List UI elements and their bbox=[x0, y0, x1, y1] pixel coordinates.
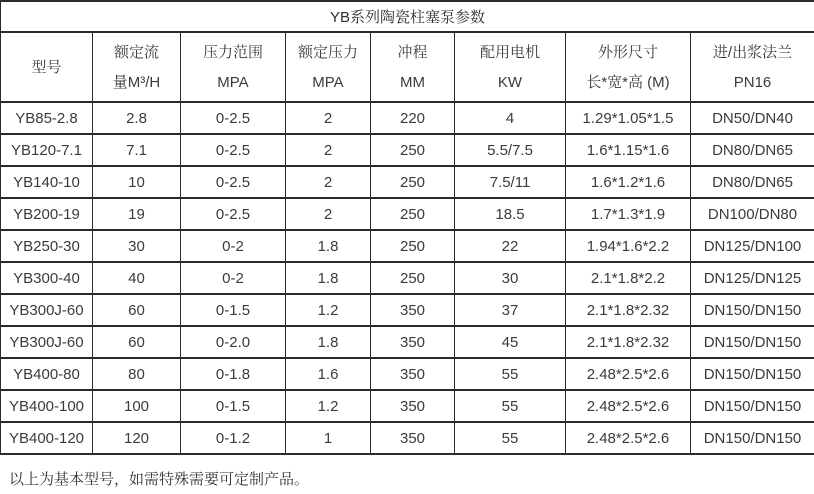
spec-cell: DN100/DN80 bbox=[691, 198, 814, 230]
spec-cell: 1.6 bbox=[286, 358, 371, 390]
spec-cell: 1.2 bbox=[286, 294, 371, 326]
model-cell: YB85-2.8 bbox=[1, 102, 93, 134]
column-header-line1: 额定压力 bbox=[297, 44, 358, 61]
model-cell: YB300J-60 bbox=[1, 294, 93, 326]
spec-cell: 55 bbox=[455, 358, 566, 390]
spec-cell: DN150/DN150 bbox=[691, 390, 814, 422]
model-cell: YB400-120 bbox=[1, 422, 93, 454]
model-cell: YB140-10 bbox=[1, 166, 93, 198]
model-cell: YB400-100 bbox=[1, 390, 93, 422]
spec-cell: DN150/DN150 bbox=[691, 422, 814, 454]
footer-note: 以上为基本型号，如需特殊需要可定制产品。 bbox=[9, 471, 310, 488]
column-header-line1: 额定流 bbox=[113, 44, 159, 61]
model-cell: YB400-80 bbox=[1, 358, 93, 390]
spec-cell: 18.5 bbox=[455, 198, 566, 230]
model-cell: YB120-7.1 bbox=[1, 134, 93, 166]
spec-cell: 1.2 bbox=[286, 390, 371, 422]
table-row bbox=[1, 102, 814, 134]
spec-cell: 0-2 bbox=[181, 230, 286, 262]
spec-cell: 1.8 bbox=[286, 230, 371, 262]
table-row bbox=[1, 230, 814, 262]
spec-cell: 7.5/11 bbox=[455, 166, 566, 198]
column-header-line1: 冲程 bbox=[397, 44, 428, 61]
table-row bbox=[1, 390, 814, 422]
spec-cell: 7.1 bbox=[93, 134, 181, 166]
spec-cell: 2.1*1.8*2.32 bbox=[566, 326, 691, 358]
model-cell: YB250-30 bbox=[1, 230, 93, 262]
model-cell: YB200-19 bbox=[1, 198, 93, 230]
column-header bbox=[181, 32, 286, 102]
spec-cell: 120 bbox=[93, 422, 181, 454]
table-row bbox=[1, 326, 814, 358]
spec-cell: 220 bbox=[371, 102, 455, 134]
spec-cell: 37 bbox=[455, 294, 566, 326]
table-row bbox=[1, 198, 814, 230]
spec-cell: 2 bbox=[286, 166, 371, 198]
spec-cell: 0-2.0 bbox=[181, 326, 286, 358]
spec-cell: 250 bbox=[371, 166, 455, 198]
column-header bbox=[1, 32, 93, 102]
column-header bbox=[286, 32, 371, 102]
spec-cell: 0-1.5 bbox=[181, 390, 286, 422]
spec-cell: DN150/DN150 bbox=[691, 294, 814, 326]
column-header-line2: 长*宽*高 (M) bbox=[586, 74, 670, 91]
spec-cell: 1.6*1.2*1.6 bbox=[566, 166, 691, 198]
spec-cell: 2.48*2.5*2.6 bbox=[566, 390, 691, 422]
column-header-line1: 外形尺寸 bbox=[597, 44, 658, 61]
column-header-line2: KW bbox=[497, 74, 523, 91]
spec-cell: 1.6*1.15*1.6 bbox=[566, 134, 691, 166]
spec-cell: DN80/DN65 bbox=[691, 134, 814, 166]
spec-cell: 350 bbox=[371, 326, 455, 358]
column-header-line2: 量M³/H bbox=[112, 74, 161, 91]
spec-cell: 350 bbox=[371, 294, 455, 326]
spec-cell: 60 bbox=[93, 294, 181, 326]
spec-cell: 250 bbox=[371, 198, 455, 230]
spec-cell: 2.48*2.5*2.6 bbox=[566, 422, 691, 454]
spec-cell: 5.5/7.5 bbox=[455, 134, 566, 166]
table-title-row bbox=[1, 1, 814, 32]
table-header-row bbox=[1, 32, 814, 102]
spec-cell: 100 bbox=[93, 390, 181, 422]
spec-cell: 30 bbox=[93, 230, 181, 262]
spec-cell: DN125/DN100 bbox=[691, 230, 814, 262]
table-row bbox=[1, 134, 814, 166]
column-header-line2: MPA bbox=[217, 74, 249, 91]
model-cell: YB300J-60 bbox=[1, 326, 93, 358]
spec-cell: 40 bbox=[93, 262, 181, 294]
spec-cell: 0-2.5 bbox=[181, 134, 286, 166]
column-header bbox=[566, 32, 691, 102]
spec-cell: 2.1*1.8*2.2 bbox=[566, 262, 691, 294]
column-header bbox=[93, 32, 181, 102]
spec-cell: 2 bbox=[286, 198, 371, 230]
spec-cell: DN150/DN150 bbox=[691, 358, 814, 390]
spec-cell: 30 bbox=[455, 262, 566, 294]
spec-cell: 350 bbox=[371, 390, 455, 422]
column-header-line2: PN16 bbox=[733, 74, 772, 91]
spec-cell: 350 bbox=[371, 422, 455, 454]
spec-cell: 1.8 bbox=[286, 262, 371, 294]
column-header bbox=[371, 32, 455, 102]
table-row bbox=[1, 166, 814, 198]
column-header-line1: 进/出浆法兰 bbox=[712, 44, 793, 61]
spec-cell: 0-2.5 bbox=[181, 102, 286, 134]
spec-cell: DN150/DN150 bbox=[691, 326, 814, 358]
spec-cell: 60 bbox=[93, 326, 181, 358]
spec-cell: 2.1*1.8*2.32 bbox=[566, 294, 691, 326]
spec-cell: 19 bbox=[93, 198, 181, 230]
table-row bbox=[1, 262, 814, 294]
spec-cell: 80 bbox=[93, 358, 181, 390]
spec-cell: 4 bbox=[455, 102, 566, 134]
column-header-line1: 型号 bbox=[31, 59, 62, 76]
spec-cell: 55 bbox=[455, 422, 566, 454]
spec-cell: 0-1.2 bbox=[181, 422, 286, 454]
spec-cell: 10 bbox=[93, 166, 181, 198]
column-header-line1: 压力范围 bbox=[202, 44, 263, 61]
table-row bbox=[1, 358, 814, 390]
spec-cell: DN125/DN125 bbox=[691, 262, 814, 294]
table-row bbox=[1, 294, 814, 326]
spec-cell: 0-1.5 bbox=[181, 294, 286, 326]
spec-cell: DN80/DN65 bbox=[691, 166, 814, 198]
spec-cell: 0-2.5 bbox=[181, 166, 286, 198]
column-header-line2: MM bbox=[400, 74, 425, 91]
column-header bbox=[455, 32, 566, 102]
spec-cell: 1.29*1.05*1.5 bbox=[566, 102, 691, 134]
column-header-line1: 配用电机 bbox=[479, 44, 540, 61]
spec-cell: 0-2.5 bbox=[181, 198, 286, 230]
spec-cell: 250 bbox=[371, 230, 455, 262]
spec-cell: 1.94*1.6*2.2 bbox=[566, 230, 691, 262]
spec-cell: 2 bbox=[286, 134, 371, 166]
spec-cell: 250 bbox=[371, 134, 455, 166]
spec-cell: 1 bbox=[286, 422, 371, 454]
spec-cell: 45 bbox=[455, 326, 566, 358]
spec-cell: 0-2 bbox=[181, 262, 286, 294]
table-title: YB系列陶瓷柱塞泵参数 bbox=[1, 1, 814, 32]
spec-cell: 2 bbox=[286, 102, 371, 134]
spec-cell: 1.7*1.3*1.9 bbox=[566, 198, 691, 230]
spec-cell: 1.8 bbox=[286, 326, 371, 358]
column-header-line2: MPA bbox=[312, 74, 344, 91]
column-header bbox=[691, 32, 814, 102]
spec-cell: 2.48*2.5*2.6 bbox=[566, 358, 691, 390]
table-row bbox=[1, 422, 814, 454]
spec-cell: 250 bbox=[371, 262, 455, 294]
spec-cell: 0-1.8 bbox=[181, 358, 286, 390]
spec-cell: 22 bbox=[455, 230, 566, 262]
spec-cell: 55 bbox=[455, 390, 566, 422]
spec-cell: DN50/DN40 bbox=[691, 102, 814, 134]
spec-cell: 350 bbox=[371, 358, 455, 390]
spec-cell: 2.8 bbox=[93, 102, 181, 134]
model-cell: YB300-40 bbox=[1, 262, 93, 294]
